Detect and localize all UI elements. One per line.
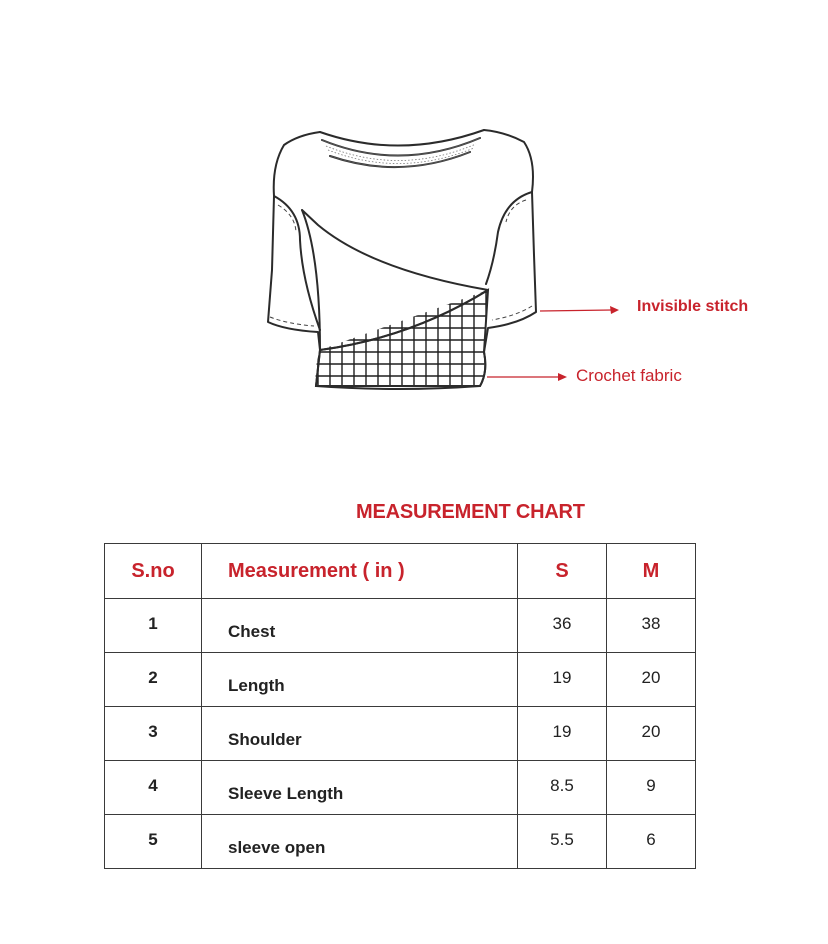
table-row (105, 761, 696, 815)
row-sno: 3 (148, 721, 158, 741)
row-size-m: 20 (641, 667, 661, 687)
header-measurement: Measurement ( in ) (202, 544, 518, 599)
row-measurement: sleeve open (228, 837, 326, 857)
row-measurement: Chest (228, 621, 276, 641)
header-size-m: M (607, 544, 696, 599)
measurement-chart-title: MEASUREMENT CHART (356, 501, 585, 523)
header-size-s: S (518, 544, 607, 599)
row-measurement: Length (228, 675, 285, 695)
row-size-m: 38 (641, 613, 661, 633)
row-size-s: 19 (552, 721, 572, 741)
row-size-s: 5.5 (550, 829, 574, 849)
row-size-s: 19 (552, 667, 572, 687)
row-size-m: 6 (646, 829, 656, 849)
row-size-m: 20 (641, 721, 661, 741)
row-size-m: 9 (646, 775, 656, 795)
row-sno: 5 (148, 829, 158, 849)
table-row (105, 599, 696, 653)
row-sno: 4 (148, 775, 158, 795)
measurement-table (104, 543, 696, 869)
invisible-stitch-callout: Invisible stitch (637, 298, 749, 315)
table-row (105, 707, 696, 761)
table-row (105, 815, 696, 869)
garment-sketch (0, 0, 828, 460)
row-sno: 1 (148, 613, 158, 633)
row-measurement: Shoulder (228, 729, 302, 749)
table-row (105, 653, 696, 707)
row-sno: 2 (148, 667, 158, 687)
table-header-row (105, 544, 696, 599)
row-measurement: Sleeve Length (228, 783, 344, 803)
row-size-s: 36 (552, 613, 572, 633)
crochet-fabric-callout: Crochet fabric (576, 366, 682, 385)
row-size-s: 8.5 (550, 775, 574, 795)
header-sno: S.no (105, 544, 202, 599)
